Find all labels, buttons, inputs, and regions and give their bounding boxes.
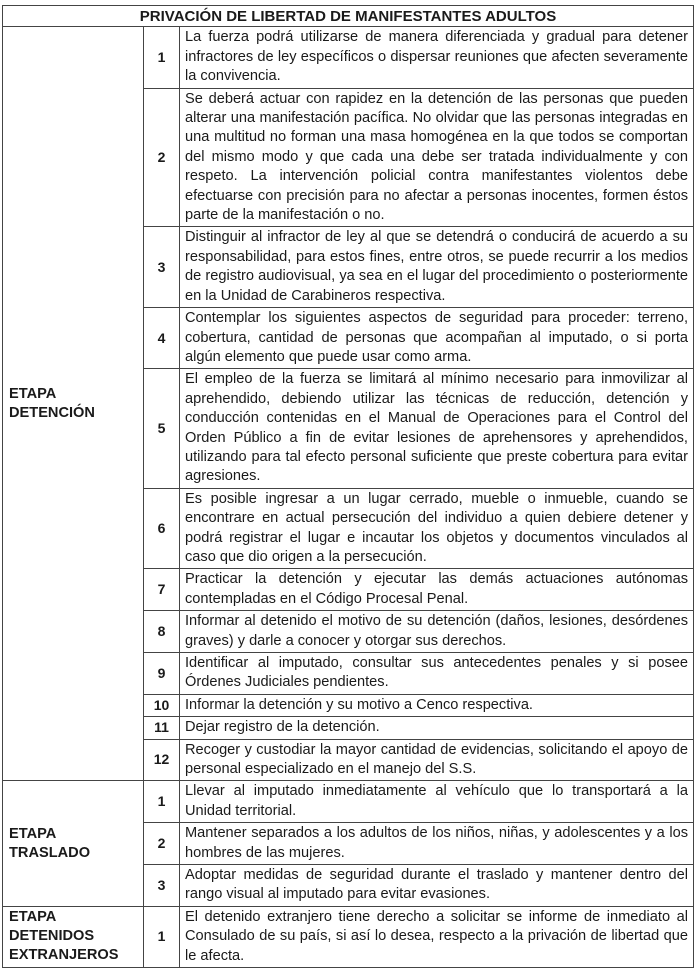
stage-label-line: ETAPA	[9, 909, 57, 926]
title-row	[3, 6, 694, 27]
item-text: Llevar al imputado inmediatamente al vehículo que lo transportará a la Unidad territorial.	[180, 781, 694, 823]
stage-label-line: DETENCIÓN	[9, 404, 95, 421]
table-row	[3, 906, 694, 967]
item-number: 7	[144, 569, 180, 611]
item-number: 11	[144, 717, 180, 739]
item-number: 1	[144, 906, 180, 967]
item-text: Recoger y custodiar la mayor cantidad de evidencias, solicitando el apoyo de personal especializado en el manejo del S.S.	[180, 739, 694, 781]
table-row	[3, 781, 694, 823]
item-number: 1	[144, 27, 180, 88]
item-number: 12	[144, 739, 180, 781]
item-number: 5	[144, 369, 180, 488]
table-row	[3, 27, 694, 88]
item-number: 4	[144, 308, 180, 369]
item-number: 6	[144, 488, 180, 569]
item-number: 3	[144, 865, 180, 907]
item-number: 1	[144, 781, 180, 823]
table-title: PRIVACIÓN DE LIBERTAD DE MANIFESTANTES ADULTOS	[3, 6, 694, 27]
item-text: Informar la detención y su motivo a Cenco respectiva.	[180, 694, 694, 716]
item-number: 2	[144, 88, 180, 227]
stage-label-line: DETENIDOS	[9, 928, 95, 945]
protocol-table	[2, 5, 694, 968]
stage-label	[3, 906, 144, 967]
item-text: Distinguir al infractor de ley al que se detendrá o conducirá de acuerdo a su responsabilidad, para estos fines, entre otros, se puede recurrir a los medios de registro audiovisual, ya sea en el lugar del procedimiento o posteriormente en la Unidad de Carabineros respectiva.	[180, 227, 694, 308]
stage-label-line: EXTRANJEROS	[9, 947, 119, 964]
item-number: 2	[144, 823, 180, 865]
stage-label-line: TRASLADO	[9, 844, 91, 861]
stage-label	[3, 781, 144, 906]
item-text: El empleo de la fuerza se limitará al mínimo necesario para inmovilizar al aprehendido, debiendo utilizar las técnicas de reducción, detención y conducción contenidas en el Manual de Operaciones para el Control del Orden Público a fin de evitar lesiones de aprehensores y aprehendidos, utilizando para tal efecto personal suficiente que preste cobertura para evitar agresiones.	[180, 369, 694, 488]
item-text: El detenido extranjero tiene derecho a solicitar se informe de inmediato al Consulado de su país, si así lo desea, respecto a la privación de libertad que le afecta.	[180, 906, 694, 967]
item-text: Practicar la detención y ejecutar las demás actuaciones autónomas contempladas en el Código Procesal Penal.	[180, 569, 694, 611]
item-text: Se deberá actuar con rapidez en la detención de las personas que pueden alterar una manifestación pacífica. No olvidar que las personas integradas en una multitud no forman una masa homogénea en la que todos se comportan del mismo modo y que cada una debe ser tratada individualmente y con respeto. La intervención policial contra manifestantes violentos debe efectuarse con precisión para no afectar a personas inocentes, formen éstos parte de la manifestación o no.	[180, 88, 694, 227]
item-text: Adoptar medidas de seguridad durante el traslado y mantener dentro del rango visual al imputado para evitar evasiones.	[180, 865, 694, 907]
item-number: 10	[144, 694, 180, 716]
item-text: La fuerza podrá utilizarse de manera diferenciada y gradual para detener infractores de ley específicos o dispersar reuniones que afecten severamente la convivencia.	[180, 27, 694, 88]
item-text: Mantener separados a los adultos de los niños, niñas, y adolescentes y a los hombres de las mujeres.	[180, 823, 694, 865]
stage-label	[3, 27, 144, 781]
item-number: 8	[144, 611, 180, 653]
item-number: 9	[144, 653, 180, 695]
item-text: Identificar al imputado, consultar sus antecedentes penales y si posee Órdenes Judiciales pendientes.	[180, 653, 694, 695]
item-text: Contemplar los siguientes aspectos de seguridad para proceder: terreno, cobertura, cantidad de personas que acompañan al imputado, o si porta algún elemento que puede usar como arma.	[180, 308, 694, 369]
stage-label-line: ETAPA	[9, 825, 57, 842]
item-text: Dejar registro de la detención.	[180, 717, 694, 739]
item-number: 3	[144, 227, 180, 308]
item-text: Es posible ingresar a un lugar cerrado, mueble o inmueble, cuando se encontrare en actual persecución del individuo a quien debiere detener y podrá registrar el lugar e incautar los objetos y documentos vinculados al caso que dio origen a la persecución.	[180, 488, 694, 569]
stage-label-line: ETAPA	[9, 385, 57, 402]
item-text: Informar al detenido el motivo de su detención (daños, lesiones, desórdenes graves) y darle a conocer y otorgar sus derechos.	[180, 611, 694, 653]
